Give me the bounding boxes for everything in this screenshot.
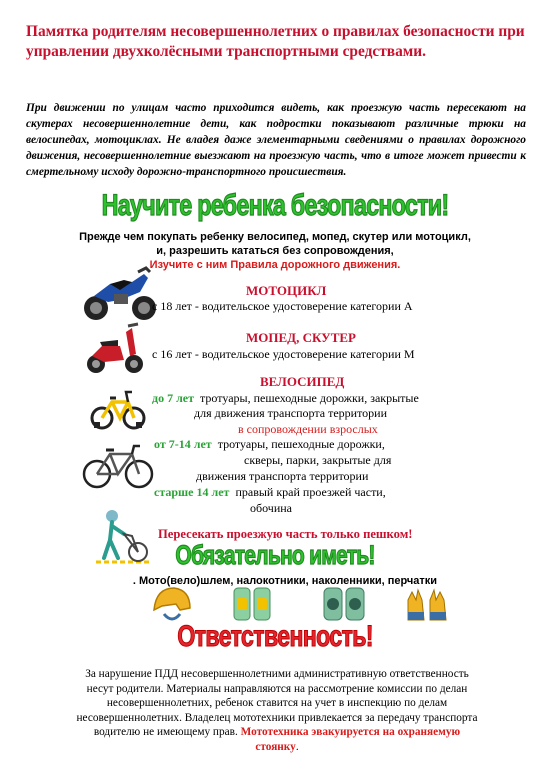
gear-text: . Мото(вело)шлем, налокотники, наколенники, перчатки	[132, 575, 438, 587]
gear-title: Обязательно иметь!	[175, 540, 375, 570]
motorcycle-title: МОТОЦИКЛ	[246, 283, 327, 298]
bicycle-text1a: тротуары, пешеходные дорожки, закрытые	[200, 391, 419, 405]
slogan-lead-line2: и, разрешить кататься без сопровождения,	[156, 245, 394, 257]
slogan-lead	[60, 230, 490, 258]
bicycle-age3: старше 14 лет	[154, 485, 230, 499]
page-title: Памятка родителям несовершеннолетних о правилах безопасности при управлении двухколёсными транспортными средствами.	[26, 23, 525, 60]
responsibility-emphasis: Мототехника эвакуируется на охраняемую стоянку	[240, 726, 461, 753]
intro-paragraph: При движении по улицам часто приходится видеть, как проезжую часть пересекают на скутерах несовершеннолетние дети, как подростки показывают различные трюки на велосипедах, мотоциклах. Не владея даже элементарными сведениями о правилах дорожного движения, несовершеннолетние выезжают на проезжую часть, что в итоге может привести к смертельному исходу дорожно-транспортного происшествия.	[26, 102, 526, 178]
bicycle-text2b: скверы, парки, закрытые для	[244, 453, 392, 467]
kids-bicycle-icon	[90, 384, 146, 432]
motorcycle-icon	[80, 266, 160, 324]
bicycle-row2	[154, 436, 474, 452]
bicycle-text2c: движения транспорта территории	[196, 469, 369, 483]
slogan-lead-line1: Прежде чем покупать ребенку велосипед, мопед, скутер или мотоцикл,	[79, 231, 471, 243]
bicycle-title: ВЕЛОСИПЕД	[260, 374, 345, 389]
elbow-pads-icon	[232, 586, 272, 622]
bicycle-row1	[152, 390, 472, 406]
bicycle-age2: от 7-14 лет	[154, 437, 212, 451]
responsibility-body: За нарушение ПДД несовершеннолетними административную ответственность несут родители. Материалы направляются на рассмотрение комиссии по делан несовершеннолетних, ребенок ставится на учет в инспекцию по делам несовершеннолетних. Владелец мототехники привлекается за передачу транспорта водителю не имеющему прав.	[76, 668, 478, 739]
crossing-warning: Пересекать проезжую часть только пешком!	[158, 527, 413, 541]
knee-pads-icon	[322, 586, 366, 622]
responsibility-text	[72, 667, 482, 755]
helmet-icon	[150, 584, 194, 624]
bicycle-age1: до 7 лет	[152, 391, 195, 405]
bicycle-icon	[82, 440, 154, 490]
moped-text: с 16 лет - водительское удостоверение категории М	[152, 347, 415, 361]
scooter-icon	[84, 320, 146, 376]
responsibility-title: Ответственность!	[177, 620, 373, 653]
bicycle-text3b: обочина	[250, 501, 292, 515]
slogan-title: Научите ребенка безопасности!	[101, 189, 449, 222]
motorcycle-text: с 18 лет - водительское удостоверение категории А	[152, 299, 413, 313]
bicycle-text3a: правый край проезжей части,	[235, 485, 386, 499]
gloves-icon	[404, 586, 450, 622]
bicycle-row3	[154, 484, 474, 500]
bicycle-text1c: в сопровождении взрослых	[238, 422, 378, 436]
bicycle-text2a: тротуары, пешеходные дорожки,	[217, 437, 385, 451]
slogan-lead-red: Изучите с ним Правила дорожного движения.	[149, 259, 401, 271]
bicycle-text1b: для движения транспорта территории	[194, 406, 387, 420]
responsibility-end: .	[295, 740, 299, 753]
moped-title: МОПЕД, СКУТЕР	[246, 330, 356, 345]
